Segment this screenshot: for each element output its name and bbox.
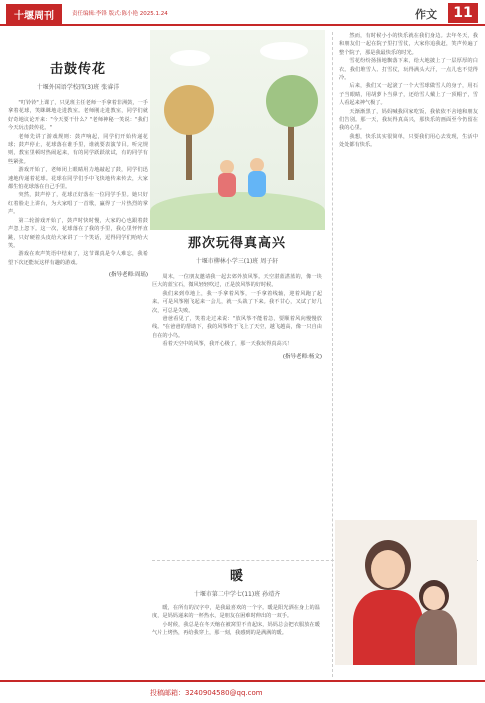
paragraph: 雪花纷纷扬扬地飘落下来，给大地披上了一层厚厚的白衣。我们堆雪人、打雪仗，玩得满头大汗，一点儿也不觉得冷。	[339, 58, 478, 82]
article-drum-flower	[8, 32, 148, 677]
paragraph: 后来，我们又一起滚了一个大雪球做雪人的身子，用石子当眼睛，用胡萝卜当鼻子，还给雪人戴上了一顶帽子，雪人看起来神气极了。	[339, 83, 478, 107]
article-title: 暖	[229, 569, 244, 584]
page-number: 11	[448, 3, 478, 23]
paragraph: 小时候，我总是在冬天缩在被窝里不肯起床，妈妈总会把衣服放在暖气片上烤热，再给我穿上，那一刻，我感到的是满满的暖。	[152, 621, 320, 637]
paragraph: 我想，快乐其实很简单，只要我们用心去发现，生活中处处都有快乐。	[339, 133, 478, 149]
paragraph: 周末，一位朋友邀请我一起去郊外放风筝。天空湛蓝湛蓝的，像一块巨大的蓝宝石，微风轻轻吹过，正是放风筝的好时候。	[152, 274, 322, 289]
submission-email: 投稿邮箱：3240904580@qq.com	[150, 689, 263, 697]
paragraph: 天渐渐黑了，妈妈喊我回家吃饭，我依依不舍地和朋友们告别。那一天，我玩得真高兴，那快乐的画面至今仍留在我的心里。	[339, 108, 478, 132]
paragraph: "叮铃铃"上课了，只见班主任老师一手拿着非洲鼓，一手拿着花球，笑眯眯地走进教室。老师刚走进教室，同学们就好奇地议论开来："今天要干什么？"老师神秘一笑说："我们今天玩击鼓传花。"	[8, 100, 148, 132]
paragraph: 老师先讲了游戏规则：鼓声响起，同学们开始传递花球；鼓声停止，花球落在谁手里，谁就要表演节目。听完规则，教室里顿时热闹起来，有的同学跃跃欲试，有的同学有些紧张。	[8, 133, 148, 165]
editor-meta: 责任编辑:李锋 版式:陈小艳 2025.1.24	[72, 11, 168, 17]
section-title: 作文	[415, 8, 437, 21]
paragraph: 第二轮游戏开始了，鼓声时快时慢，大家的心也跟着鼓声忽上忽下。这一次，花球落在了我的手里，我心里怦怦直跳，只好硬着头皮给大家讲了一个笑话，逗得同学们哈哈大笑。	[8, 217, 148, 249]
paragraph: 我们来到草地上，我一手拿着风筝，一手拿着线轴，迎着风跑了起来。可是风筝刚飞起来一会儿，就一头栽了下来。我不甘心，又试了好几次，可总是失败。	[152, 290, 322, 314]
article-author: 十堰外国语学校四(3)班 张睿洋	[36, 84, 120, 91]
paragraph: 游戏开始了，老师闭上眼睛用力地敲起了鼓，同学们迅速地传递着花球。花球在同学们手中飞快地传来传去，大家都生怕花球落在自己手里。	[8, 167, 148, 191]
article-editor: (指导老师:杨文)	[282, 353, 322, 360]
paragraph: 游戏在欢声笑语中结束了，这节课真是令人难忘，我希望下次还能玩这样有趣的游戏。	[8, 251, 148, 266]
article-editor: (指导老师:周瑶)	[108, 272, 148, 279]
newspaper-brand: 十堰周刊	[6, 4, 62, 25]
kids-playing-illustration	[150, 30, 325, 230]
paragraph: 暖，在所有的汉字中，是我最喜欢的一个字。暖是阳光洒在身上的温度，是妈妈递来的一杯热水，是朋友在困难时伸出的一双手。	[152, 605, 320, 620]
article-author: 十堰市柳林小学三(1)班 周子轩	[195, 258, 279, 265]
article-body	[8, 99, 148, 267]
article-body	[152, 273, 322, 349]
paragraph: 突然，鼓声停了，花球正好落在一位同学手里。她只好红着脸走上讲台，为大家唱了一首歌，赢得了一片热烈的掌声。	[8, 192, 148, 216]
page-header	[0, 0, 485, 26]
page-footer	[0, 680, 485, 703]
paragraph: 爸爸看见了，笑着走过来说："放风筝不能着急，要顺着风向慢慢放线。"在爸爸的帮助下，我的风筝终于飞上了天空，越飞越高，像一只自由自在的小鸟。	[152, 316, 322, 339]
article-body	[152, 604, 320, 638]
article-body	[333, 32, 478, 150]
article-title: 击鼓传花	[49, 62, 106, 77]
article-title: 那次玩得真高兴	[187, 236, 286, 251]
article-happy-play	[152, 232, 322, 557]
mother-daughter-illustration	[335, 520, 477, 665]
article-author: 十堰市第二中学七(11)班 孙靖齐	[193, 591, 281, 598]
paragraph: 然而，有时候小小的快乐就在我们身边。去年冬天，我和朋友们一起在院子里打雪仗，大家你追我赶，笑声传遍了整个院子，那是我最快乐的时光。	[339, 33, 478, 56]
paragraph: 看着天空中的风筝，我开心极了，那一天我玩得真高兴！	[162, 341, 293, 348]
